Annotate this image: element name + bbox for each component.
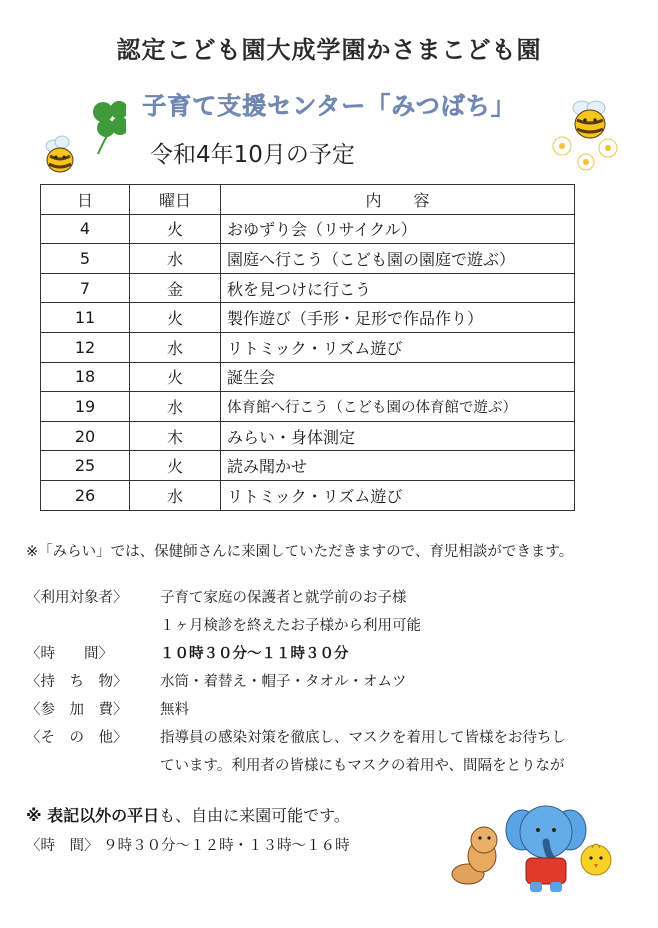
cell-content: おゆずり会（リサイクル）	[221, 214, 575, 244]
free-visit-time-value: ９時３０分～１２時・１３時～１６時	[103, 838, 350, 854]
column-header-weekday: 曜日	[130, 185, 221, 215]
table-row	[41, 362, 575, 392]
table-row	[41, 332, 575, 362]
table-row	[41, 451, 575, 481]
chick-icon	[581, 844, 611, 875]
clover-icon	[93, 101, 126, 154]
miraai-note: ※「みらい」では、保健師さんに来園していただきますので、育児相談ができます。	[26, 544, 574, 560]
cell-weekday: 火	[130, 362, 221, 392]
table-row	[41, 392, 575, 422]
cell-weekday: 金	[130, 273, 221, 303]
schedule-table	[40, 184, 575, 511]
table-header-row	[41, 185, 575, 215]
cell-content: リトミック・リズム遊び	[221, 480, 575, 510]
cell-content: 読み聞かせ	[221, 451, 575, 481]
table-row	[41, 303, 575, 333]
time-label: 〈時 間〉	[26, 646, 113, 662]
bee-icon	[573, 101, 605, 138]
cell-day: 26	[41, 480, 130, 510]
target-line2: １ヶ月検診を終えたお子様から利用可能	[160, 618, 421, 634]
table-row	[41, 244, 575, 274]
items-value: 水筒・着替え・帽子・タオル・オムツ	[160, 674, 407, 690]
other-line1: 指導員の感染対策を徹底し、マスクを着用して皆様をお待ちし	[160, 730, 566, 746]
cell-weekday: 水	[130, 244, 221, 274]
page-title: 認定こども園大成学園かさまこども園	[116, 36, 542, 64]
cell-content: 秋を見つけに行こう	[221, 273, 575, 303]
target-label: 〈利用対象者〉	[26, 590, 128, 606]
fee-label: 〈参 加 費〉	[26, 702, 128, 718]
time-value: １０時３０分～１１時３０分	[160, 646, 349, 662]
cell-weekday: 水	[130, 392, 221, 422]
center-name: 子育て支援センター「みつばち」	[142, 92, 516, 120]
cell-day: 20	[41, 421, 130, 451]
cell-day: 7	[41, 273, 130, 303]
cell-day: 11	[41, 303, 130, 333]
cell-day: 12	[41, 332, 130, 362]
fee-value: 無料	[160, 702, 189, 718]
cell-content: リトミック・リズム遊び	[221, 332, 575, 362]
cell-weekday: 水	[130, 332, 221, 362]
free-visit-time-label: 〈時 間〉	[26, 838, 99, 854]
column-header-content: 内 容	[221, 185, 575, 215]
cell-weekday: 火	[130, 451, 221, 481]
cell-content: 誕生会	[221, 362, 575, 392]
footer-bold-text: 表記以外の平日	[47, 806, 160, 825]
other-label: 〈そ の 他〉	[26, 730, 128, 746]
free-visit-time	[26, 834, 350, 855]
cell-content: 体育館へ行こう（こども園の体育館で遊ぶ）	[221, 392, 575, 422]
elephant-icon	[506, 806, 586, 892]
table-row	[41, 480, 575, 510]
cell-day: 25	[41, 451, 130, 481]
cell-weekday: 火	[130, 303, 221, 333]
schedule-title: 令和4年10月の予定	[150, 142, 355, 168]
cell-day: 5	[41, 244, 130, 274]
weekday-availability-note	[26, 803, 350, 826]
cell-weekday: 木	[130, 421, 221, 451]
flower-icon	[553, 137, 617, 170]
cell-weekday: 火	[130, 214, 221, 244]
footer-rest-text: も、自由に来園可能です。	[159, 806, 350, 825]
footer-prefix: ※	[26, 806, 48, 825]
cell-day: 4	[41, 214, 130, 244]
items-label: 〈持 ち 物〉	[26, 674, 128, 690]
column-header-day: 日	[41, 185, 130, 215]
table-row	[41, 421, 575, 451]
clover-bee-illustration	[36, 96, 126, 182]
cell-day: 18	[41, 362, 130, 392]
target-line1: 子育て家庭の保護者と就学前のお子様	[160, 590, 407, 606]
bee-flower-illustration	[548, 96, 624, 182]
table-row	[41, 214, 575, 244]
table-row	[41, 273, 575, 303]
cell-content: 園庭へ行こう（こども園の園庭で遊ぶ）	[221, 244, 575, 274]
bee-icon	[46, 136, 73, 172]
cell-content: みらい・身体測定	[221, 421, 575, 451]
cell-content: 製作遊び（手形・足形で作品作り）	[221, 303, 575, 333]
animals-illustration	[446, 796, 618, 896]
cell-weekday: 水	[130, 480, 221, 510]
squirrel-icon	[452, 827, 497, 884]
other-line2: ています。利用者の皆様にもマスクの着用や、間隔をとりなが	[160, 758, 565, 774]
cell-day: 19	[41, 392, 130, 422]
